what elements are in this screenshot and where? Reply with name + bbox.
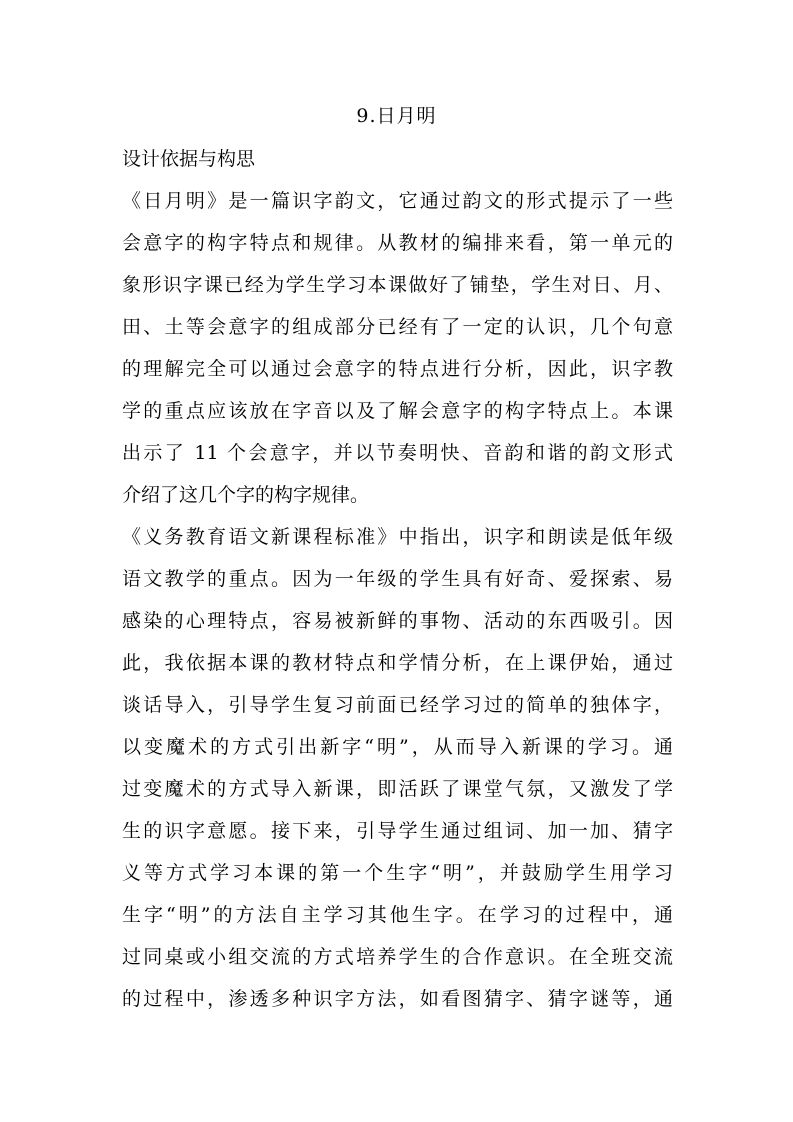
paragraph-line: 《义务教育语文新课程标准》中指出，识字和朗读是低年级 [122, 526, 673, 548]
paragraph-line: 生字“明”的方法自主学习其他生字。在学习的过程中，通 [122, 904, 673, 926]
paragraph-line: 此，我依据本课的教材特点和学情分析，在上课伊始，通过 [122, 652, 673, 674]
paragraph-line: 语文教学的重点。因为一年级的学生具有好奇、爱探索、易 [122, 568, 673, 590]
paragraph-line: 谈话导入，引导学生复习前面已经学习过的简单的独体字， [122, 694, 673, 716]
paragraph-line: 以变魔术的方式引出新字“明”，从而导入新课的学习。通 [122, 736, 673, 758]
paragraph-line: 的过程中，渗透多种识字方法，如看图猜字、猜字谜等，通 [122, 988, 673, 1010]
paragraph-line: 会意字的构字特点和规律。从教材的编排来看，第一单元的 [122, 232, 673, 254]
paragraph-line: 的理解完全可以通过会意字的特点进行分析，因此，识字教 [122, 358, 673, 380]
paragraph-line: 学的重点应该放在字音以及了解会意字的构字特点上。本课 [122, 400, 673, 422]
paragraph-line: 义等方式学习本课的第一个生字“明”，并鼓励学生用学习 [122, 862, 673, 884]
paragraph-line: 感染的心理特点，容易被新鲜的事物、活动的东西吸引。因 [122, 610, 673, 632]
paragraph-line: 过变魔术的方式导入新课，即活跃了课堂气氛，又激发了学 [122, 778, 673, 800]
paragraph-line: 田、土等会意字的组成部分已经有了一定的认识，几个句意 [122, 316, 673, 338]
paragraph-line: 出示了 11 个会意字，并以节奏明快、音韵和谐的韵文形式 [122, 442, 673, 464]
section-heading: 设计依据与构思 [122, 148, 256, 170]
paragraph-line: 生的识字意愿。接下来，引导学生通过组词、加一加、猜字 [122, 820, 673, 842]
document-title: 9.日月明 [356, 105, 437, 127]
paragraph-line: 象形识字课已经为学生学习本课做好了铺垫，学生对日、月、 [122, 274, 673, 296]
paragraph-line: 过同桌或小组交流的方式培养学生的合作意识。在全班交流 [122, 946, 673, 968]
paragraph-line: 《日月明》是一篇识字韵文，它通过韵文的形式提示了一些 [122, 190, 673, 212]
paragraph-line: 介绍了这几个字的构字规律。 [122, 484, 370, 506]
